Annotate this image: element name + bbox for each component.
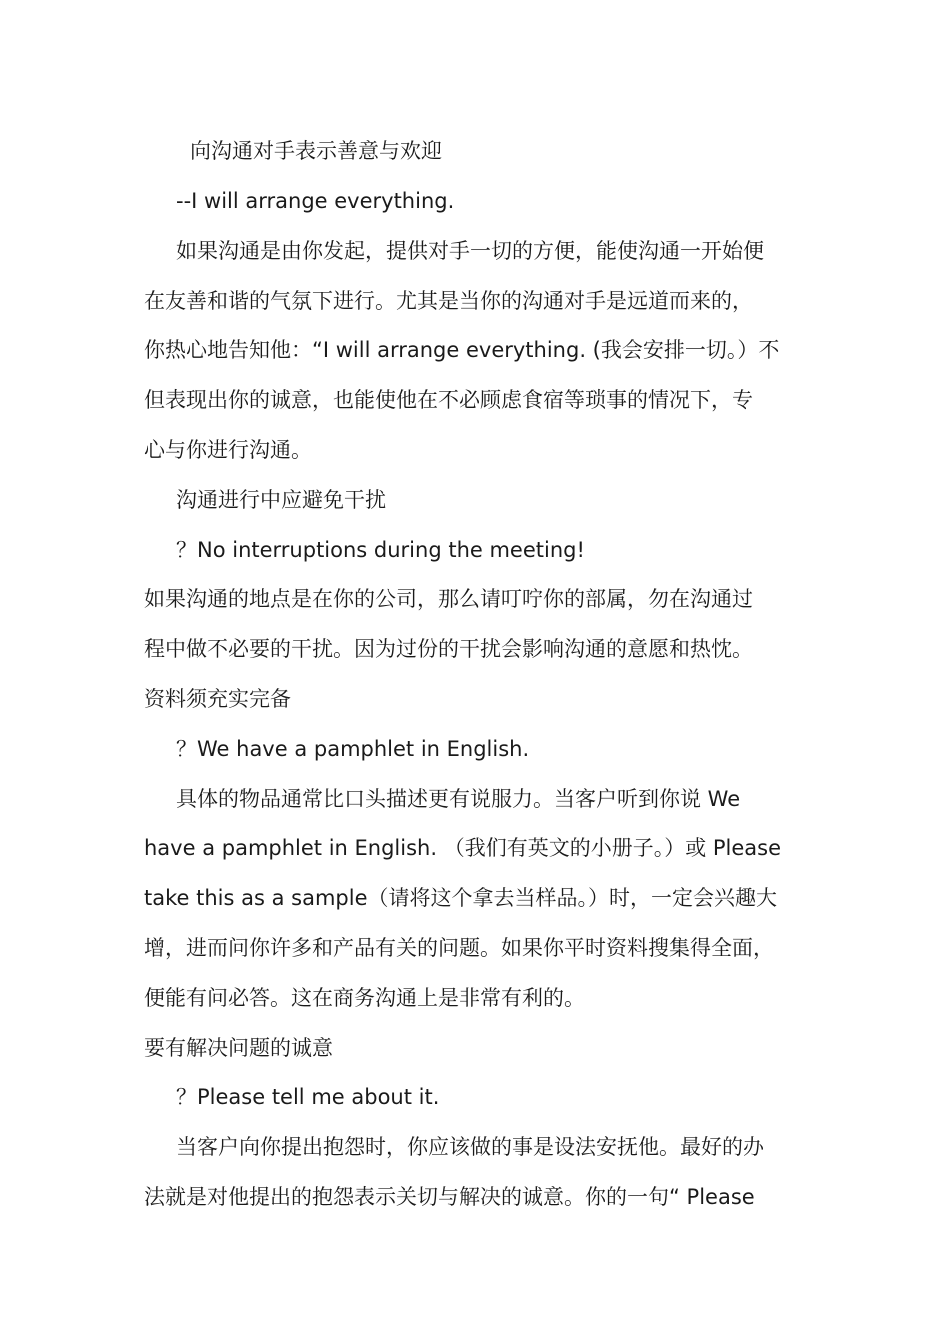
heading-welcome: 向沟通对手表示善意与欢迎 — [190, 139, 442, 163]
heading-materials: 资料须充实完备 — [144, 687, 291, 711]
paragraph-line: 你热心地告知他：“I will arrange everything. (我会安排一切。）不 — [144, 338, 780, 362]
phrase-no-interruptions: ？No interruptions during the meeting! — [176, 538, 585, 562]
paragraph-line: 在友善和谐的气氛下进行。尤其是当你的沟通对手是远道而来的， — [144, 289, 753, 313]
paragraph-line: 程中做不必要的干扰。因为过份的干扰会影响沟通的意愿和热忱。 — [144, 637, 753, 661]
phrase-arrange-everything: --I will arrange everything. — [176, 189, 455, 213]
paragraph-line: 便能有问必答。这在商务沟通上是非常有利的。 — [144, 986, 585, 1010]
paragraph-line: 当客户向你提出抱怨时，你应该做的事是设法安抚他。最好的办 — [176, 1135, 764, 1159]
paragraph-line: 但表现出你的诚意，也能使他在不必顾虑食宿等琐事的情况下，专 — [144, 388, 753, 412]
paragraph-line: have a pamphlet in English. （我们有英文的小册子。）或 Please — [144, 836, 782, 860]
paragraph-line: 心与你进行沟通。 — [144, 438, 312, 462]
paragraph-line: 法就是对他提出的抱怨表示关切与解决的诚意。你的一句“ Please — [144, 1185, 755, 1209]
paragraph-line: 如果沟通的地点是在你的公司，那么请叮咛你的部属，勿在沟通过 — [144, 587, 753, 611]
phrase-pamphlet: ？We have a pamphlet in English. — [176, 737, 530, 761]
heading-avoid-interruptions: 沟通进行中应避免干扰 — [176, 488, 386, 512]
heading-sincerity: 要有解决问题的诚意 — [144, 1036, 333, 1060]
paragraph-line: 增，进而问你许多和产品有关的问题。如果你平时资料搜集得全面， — [144, 936, 774, 960]
paragraph-line: take this as a sample（请将这个拿去当样品。）时，一定会兴趣大 — [144, 886, 777, 910]
paragraph-line: 具体的物品通常比口头描述更有说服力。当客户听到你说 We — [176, 787, 741, 811]
paragraph-line: 如果沟通是由你发起，提供对手一切的方便，能使沟通一开始便 — [176, 239, 764, 263]
phrase-tell-me: ？Please tell me about it. — [176, 1085, 440, 1109]
